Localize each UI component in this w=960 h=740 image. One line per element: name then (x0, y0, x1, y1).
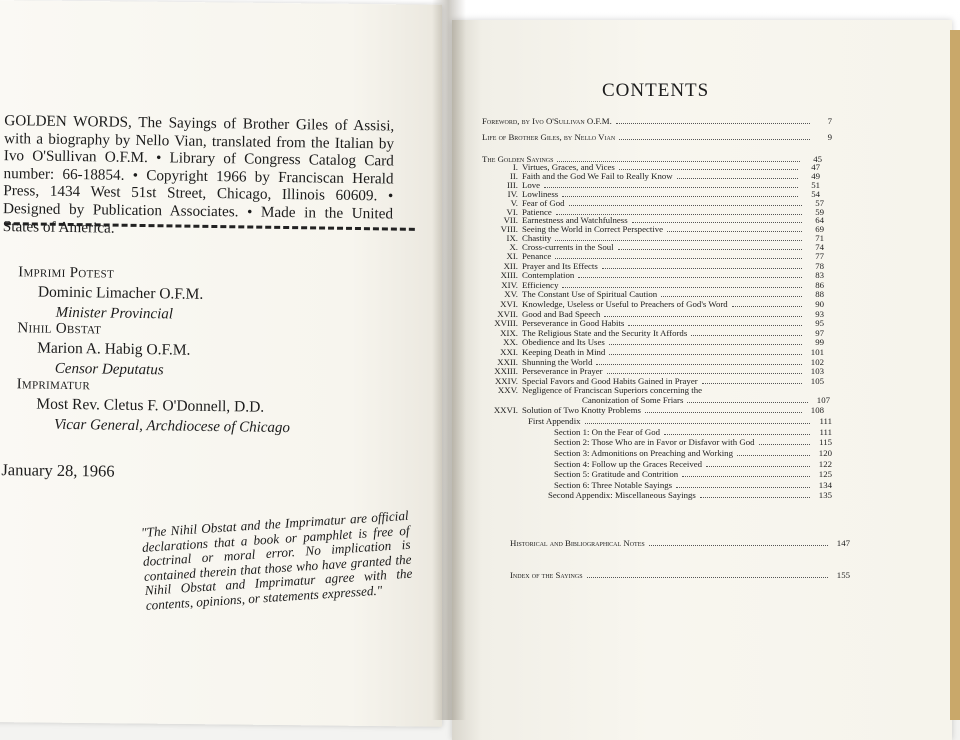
contents-page (482, 80, 878, 720)
toc-page-number: 105 (810, 375, 824, 386)
toc-chapter (482, 337, 832, 347)
cover-edge (950, 30, 960, 720)
contents-title: CONTENTS (602, 80, 710, 101)
approval-label: Imprimatur (16, 376, 91, 394)
approval-person: Dominic Limacher O.F.M. (37, 283, 204, 303)
toc-page-number: 111 (819, 416, 832, 427)
toc-page-number: 102 (810, 356, 824, 367)
toc-leader-dots (632, 222, 802, 223)
toc-page-number: 51 (811, 179, 820, 190)
approval-imprimatur (16, 374, 291, 438)
approval-label: Nihil Obstat (17, 320, 102, 338)
toc-chapter-number: VI. (506, 206, 518, 217)
toc-leader-dots (544, 187, 798, 188)
toc-leader-dots (664, 434, 810, 435)
toc-back-entry (482, 538, 850, 548)
toc-entry-title: Love (522, 179, 541, 190)
toc-leader-dots (609, 354, 802, 355)
toc-leader-dots (602, 268, 802, 269)
toc-entry-title: Shunning the World (522, 356, 593, 367)
publication-info: GOLDEN WORDS, The Sayings of Brother Giles of Assisi, with a biography by Nello Vian, translated from the Italian by Ivo O'Sullivan O.F.M. • Library of Congress Catalog Card number: 66-18854. • Copyright 1966 by Franciscan Herald Press, 1434 West 51st Street, Chicago, Illinois 60609. • Designed by Publication Associates. • Made in the United States of America. (2, 112, 395, 237)
toc-leader-dots (562, 196, 798, 197)
copyright-page (0, 0, 440, 726)
toc-page-number: 74 (815, 242, 824, 253)
toc-entry-title: Obedience and Its Uses (522, 337, 605, 348)
toc-page-number: 147 (836, 538, 850, 548)
toc-leader-dots (687, 402, 808, 403)
toc-leader-dots (691, 335, 802, 336)
toc-chapter-number: XVII. (497, 308, 518, 319)
toc-chapter (482, 280, 832, 290)
toc-entry-title: Virtues, Graces, and Vices (522, 162, 615, 172)
toc-leader-dots (556, 214, 802, 215)
toc-leader-dots (609, 344, 802, 345)
toc-leader-dots (676, 487, 810, 488)
approval-date: January 28, 1966 (1, 460, 115, 481)
toc-entry-title: The Constant Use of Spiritual Caution (522, 289, 658, 300)
toc-appendix-entry (482, 448, 832, 458)
toc-page-number: 111 (819, 426, 832, 437)
approval-label: Imprimi Potest (18, 264, 115, 282)
toc-chapter (482, 251, 832, 261)
toc-entry-title: Foreword, by Ivo O'Sullivan O.F.M. (482, 116, 612, 126)
approval-role: Minister Provincial (55, 304, 174, 323)
approval-person: Most Rev. Cletus F. O'Donnell, D.D. (36, 395, 265, 416)
toc-page-number: 69 (815, 224, 824, 235)
toc-entry-title: Chastity (522, 233, 552, 244)
toc-page-number: 120 (818, 448, 832, 458)
toc-chapter (482, 347, 832, 357)
toc-leader-dots (628, 325, 802, 326)
toc-page-number: 155 (836, 570, 850, 580)
toc-entry-title: Section 2: Those Who are in Favor or Disfavor with God (554, 437, 755, 448)
toc-entry-title: Negligence of Franciscan Superiors concerning the (522, 385, 703, 396)
toc-page-number: 135 (818, 490, 832, 501)
toc-leader-dots (607, 373, 802, 374)
toc-appendix-entry (482, 480, 832, 490)
toc-back-entry (482, 570, 850, 580)
toc-chapter-number: XIX. (500, 327, 518, 338)
toc-page-number: 90 (815, 299, 824, 309)
approval-role: Censor Deputatus (54, 360, 164, 379)
toc-appendix-entry (482, 437, 832, 447)
toc-entry-title: Perseverance in Prayer (522, 366, 603, 377)
toc-leader-dots (702, 383, 802, 384)
toc-page-number: 95 (815, 318, 824, 329)
toc-appendix-entry (482, 490, 832, 500)
approval-person: Marion A. Habig O.F.M. (37, 339, 191, 359)
toc-chapter-number: XXIII. (494, 366, 518, 377)
toc-leader-dots (587, 577, 828, 578)
toc-entry-title: Fear of God (522, 197, 565, 208)
toc-entry-title: Life of Brother Giles, by Nello Vian (482, 132, 616, 142)
toc-chapter-number: XV. (504, 289, 518, 300)
toc-chapter-number: XIV. (501, 279, 518, 290)
toc-leader-dots (562, 287, 802, 288)
toc-chapter-number: XXII. (497, 356, 518, 367)
toc-page-number: 45 (813, 154, 822, 164)
toc-entry-title: Penance (522, 251, 552, 261)
toc-entry-title: Good and Bad Speech (522, 308, 601, 319)
toc-chapter (482, 270, 832, 280)
toc-leader-dots (616, 123, 810, 124)
toc-chapter-number: VIII. (500, 224, 518, 235)
toc-chapter (482, 328, 832, 338)
toc-chapter-number: XXI. (500, 347, 518, 357)
disclaimer-text: "The Nihil Obstat and the Imprimatur are official declarations that a book or pamphlet is free of doctrinal or moral error. No implication is contained therein that those who have granted the Nihil Obstat and Imprimatur agree with the contents, opinions, or statements expressed." (140, 507, 413, 613)
toc-page-number: 9 (827, 132, 832, 142)
toc-chapter-number: XI. (506, 251, 518, 261)
toc-leader-dots (596, 364, 802, 365)
toc-entry-title: Seeing the World in Correct Perspective (522, 224, 664, 235)
toc-leader-dots (645, 412, 802, 413)
toc-entry-title: Second Appendix: Miscellaneous Sayings (548, 490, 696, 501)
toc-chapter-number: XXVI. (493, 404, 518, 415)
toc-appendix-entry (482, 427, 832, 437)
toc-chapter-number: X. (509, 242, 518, 253)
toc-entry-title: Perseverance in Good Habits (522, 318, 625, 329)
toc-page-number: 93 (815, 308, 824, 319)
toc-leader-dots (555, 240, 802, 241)
toc-chapter-number: XVI. (500, 299, 518, 309)
toc-entry-title: Section 6: Three Notable Sayings (554, 479, 673, 490)
toc-appendix-entry (482, 416, 832, 426)
toc-entry-title: Canonization of Some Friars (582, 395, 684, 405)
toc-leader-dots (604, 316, 802, 317)
toc-chapter (482, 385, 832, 395)
toc-front-entry (482, 116, 832, 126)
toc-page-number: 101 (810, 347, 824, 357)
toc-chapter (482, 357, 832, 367)
toc-entry-title: The Golden Sayings (482, 154, 554, 164)
toc-entry-title: Knowledge, Useless or Useful to Preachers of God's Word (522, 299, 728, 309)
toc-entry-title: Historical and Bibliographical Notes (510, 538, 645, 548)
toc-leader-dots (732, 306, 802, 307)
toc-chapter-number: IX. (506, 233, 518, 244)
toc-page-number: 125 (818, 469, 832, 480)
toc-page-number: 134 (818, 479, 832, 490)
approval-imprimi-potest (18, 262, 204, 325)
toc-entry-title: The Religious State and the Security It Affords (522, 327, 688, 338)
toc-chapter-number: I. (512, 162, 518, 172)
toc-leader-dots (585, 423, 810, 424)
toc-leader-dots (618, 249, 802, 250)
toc-leader-dots (555, 258, 802, 259)
toc-chapter (482, 376, 832, 386)
toc-entry-title: Prayer and Its Effects (522, 260, 598, 271)
toc-chapter-number: V. (510, 197, 518, 208)
toc-leader-dots (667, 231, 802, 232)
toc-entry-title: Section 1: On the Fear of God (554, 426, 661, 437)
toc-page-number: 108 (810, 404, 824, 415)
toc-page-number: 86 (815, 279, 824, 290)
toc-chapter-number: XX. (503, 337, 518, 348)
toc-entry-title: First Appendix (528, 416, 581, 427)
toc-leader-dots (619, 169, 798, 170)
toc-entry-title: Section 5: Gratitude and Contrition (554, 469, 679, 480)
toc-entry-title: Earnestness and Watchfulness (522, 215, 628, 226)
toc-entry-title: Cross-currents in the Soul (522, 242, 614, 253)
toc-page-number: 64 (815, 215, 824, 226)
toc-leader-dots (706, 466, 810, 467)
toc-entry-title: Lowliness (522, 188, 559, 199)
toc-page-number: 107 (816, 395, 830, 405)
toc-chapter (482, 261, 832, 271)
toc-leader-dots (677, 178, 798, 179)
toc-chapter-number: II. (509, 170, 518, 181)
toc-entry-title: Section 4: Follow up the Graces Received (554, 458, 703, 469)
toc-leader-dots (569, 205, 802, 206)
toc-chapter-number: XII. (503, 260, 518, 271)
toc-chapter (482, 289, 832, 299)
toc-entry-title: Index of the Sayings (510, 570, 583, 580)
approval-nihil-obstat (17, 318, 191, 380)
toc-entry-title: Efficiency (522, 279, 559, 290)
toc-chapter (482, 366, 832, 376)
toc-chapter (482, 405, 832, 415)
toc-leader-dots (578, 277, 802, 278)
toc-page-number: 57 (815, 197, 824, 208)
approval-role: Vicar General, Archdiocese of Chicago (53, 416, 291, 437)
toc-chapter-continued (482, 395, 832, 405)
toc-appendix-entry (482, 469, 832, 479)
toc-entry-title: Contemplation (522, 270, 575, 281)
toc-page-number: 77 (815, 251, 824, 261)
toc-chapter (482, 299, 832, 309)
toc-leader-dots (649, 545, 828, 546)
toc-chapter-number: XIII. (500, 270, 518, 281)
toc-front-entry (482, 132, 832, 142)
toc-leader-dots (661, 296, 802, 297)
toc-page-number: 71 (815, 233, 824, 244)
toc-page-number: 7 (827, 116, 832, 126)
toc-entry-title: Special Favors and Good Habits Gained in Prayer (522, 375, 698, 386)
toc-chapter-number: XXIV. (494, 375, 518, 386)
toc-chapter-number: III. (507, 179, 518, 190)
toc-chapter (482, 309, 832, 319)
toc-page-number: 122 (818, 458, 832, 469)
toc-page-number: 88 (815, 289, 824, 300)
toc-page-number: 49 (811, 170, 820, 181)
toc-page-number: 78 (815, 260, 824, 271)
toc-leader-dots (682, 476, 810, 477)
toc-leader-dots (619, 139, 810, 140)
toc-leader-dots (700, 497, 810, 498)
toc-page-number: 99 (815, 337, 824, 348)
toc-page-number: 59 (815, 206, 824, 217)
toc-leader-dots (737, 455, 810, 456)
toc-page-number: 97 (815, 327, 824, 338)
toc-page-number: 54 (811, 188, 820, 199)
toc-chapter (482, 318, 832, 328)
toc-chapter-number: IV. (507, 188, 518, 199)
toc-entry-title: Faith and the God We Fail to Really Know (522, 170, 673, 181)
toc-chapter-number: XVIII. (494, 318, 518, 329)
toc-chapter-number: VII. (503, 215, 518, 226)
toc-page-number: 83 (815, 270, 824, 281)
toc-entry-title: Solution of Two Knotty Problems (522, 404, 641, 415)
toc-page-number: 115 (819, 437, 832, 448)
toc-entry-title: Keeping Death in Mind (522, 347, 606, 357)
toc-appendix-entry (482, 459, 832, 469)
toc-page-number: 47 (811, 162, 820, 172)
toc-page-number: 103 (810, 366, 824, 377)
toc-entry-title: Section 3: Admonitions on Preaching and Working (554, 448, 733, 458)
toc-chapter-number: XXV. (497, 385, 518, 396)
toc-entry-title: Patience (522, 206, 552, 217)
